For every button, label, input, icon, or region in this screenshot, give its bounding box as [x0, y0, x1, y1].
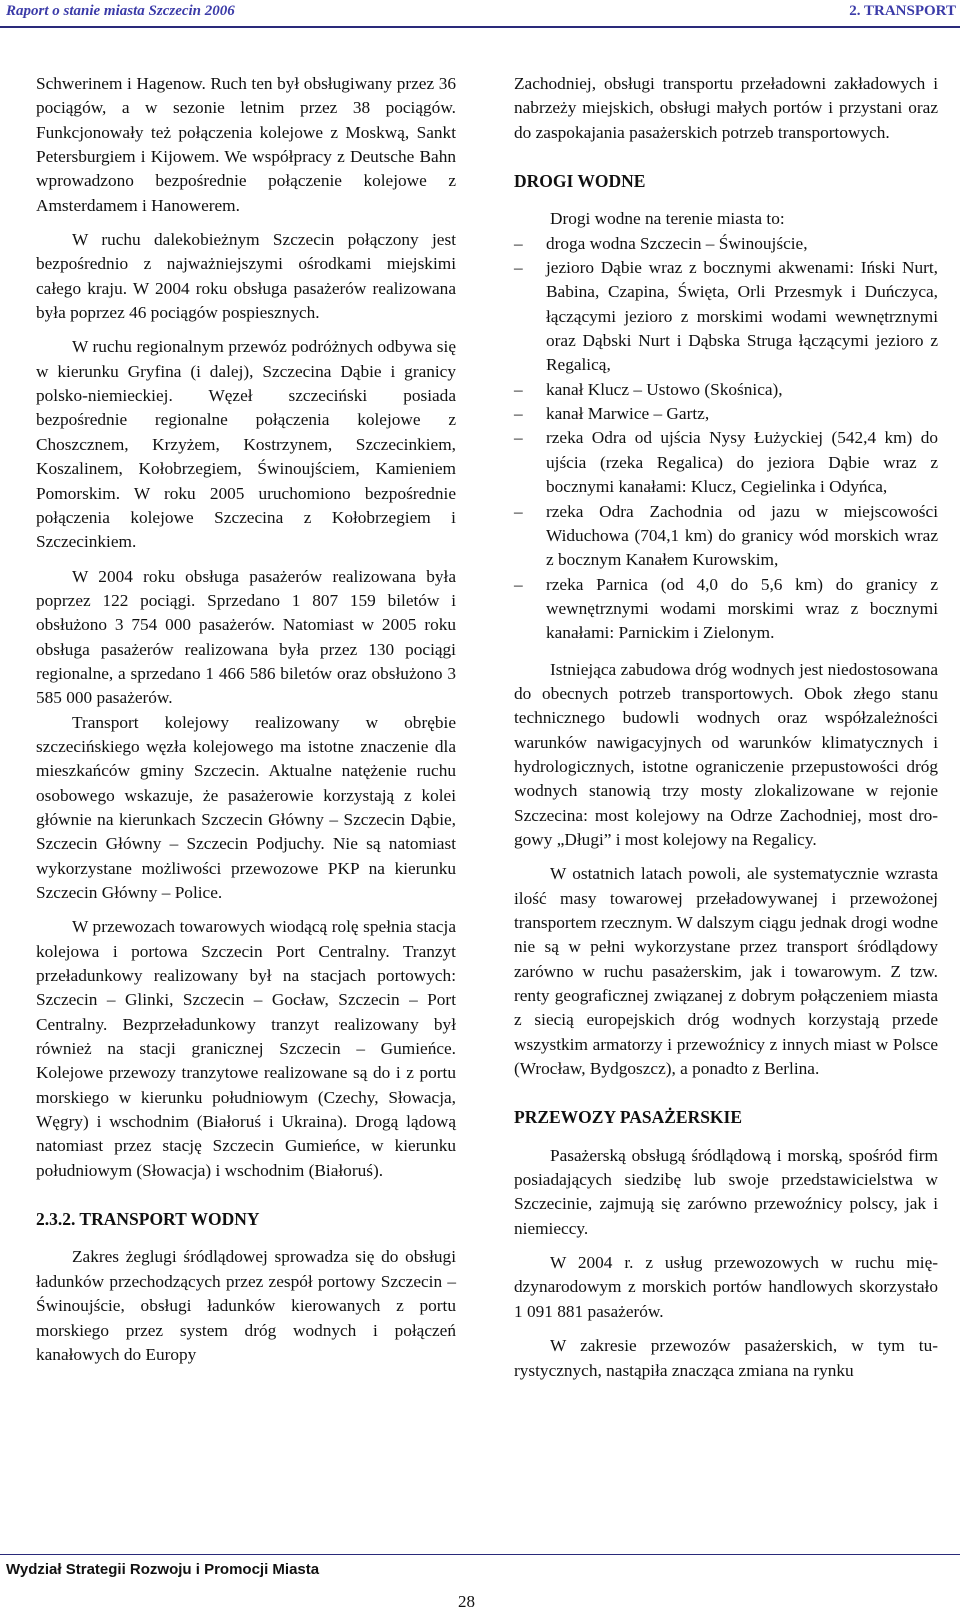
list-item: [514, 402, 938, 426]
page-header: [0, 0, 960, 28]
paragraph: Pasażerską obsługą śródlądową i morską, spośród firm posiadających siedzibę lub swoje przedstawicielstwa w Szczecinie, zajmują się zarówno przewoźnicy polscy, jak i niemieccy.: [514, 1145, 938, 1238]
paragraph: W ruchu regionalnym przewóz podróżnych odbywa się w kierunku Gryfina (i dalej), Szczecina Dąbie i granicy polsko-niemieckiej. Węzeł szczeciński posiada bezpośrednie regionalne połączenia kolejowe z Choszcznem, Krzyżem, Kostrzynem, Szczecinkiem, Koszalinem, Kołobrzegiem, Świnoujściem, Kamieniem Pomorskim. W roku 2005 uruchomiono bezpośrednie połączenia kolejowe Szczecina z Kołobrzegiem i Szczecinkiem.: [36, 337, 456, 552]
right-column: [514, 72, 938, 1393]
list-item-text: rzeka Odra od ujścia Nysy Łużyckiej (542,4 km) do ujścia (rzeka Regalica) do jeziora Dąbie wraz z bocznymi kanałami: Klucz, Cegielinka i Odyńca,: [546, 428, 938, 497]
report-title: Raport o stanie miasta Szczecin 2006: [6, 3, 235, 19]
waterways-list: [514, 232, 938, 646]
dash-bullet: –: [514, 574, 523, 594]
list-item: [514, 232, 938, 256]
paragraph: Transport kolejowy realizowany w obrębie szczecińskiego węzła kolejowego ma istotne znaczenie dla mieszkańców gminy Szczecin. Aktualne natężenie ruchu osobowego wskazuje, że pasażerowie korzystają z kolei głównie na kierunkach Szczecin Główny – Szczecin Dąbie, Szczecin Główny – Szczecin Podjuchy. Nie są natomiast wykorzystane możliwości przewozowe PKP na kierunku Szczecin Główny – Police.: [36, 712, 456, 902]
footer-divider: [0, 1554, 960, 1555]
section-heading: DROGI WODNE: [514, 171, 646, 192]
chapter-title: 2. TRANSPORT: [849, 3, 956, 19]
paragraph: W zakresie przewozów pasażerskich, w tym turystycznych, nastąpiła znacząca zmiana na rynku: [514, 1336, 938, 1380]
dash-bullet: –: [514, 501, 523, 521]
list-item-text: rzeka Odra Zachodnia od jazu w miejscowości Widuchowa (704,1 km) do granicy wód morskich wraz z bocznym Kanałem Kurowskim,: [546, 501, 938, 570]
paragraph: W ostatnich latach powoli, ale systematycznie wzrasta ilość masy towarowej przeładowywanej i przewożonej transportem rzecznym. W dalszym ciągu jednak drogi wodne nie są w pełni wykorzystane przez transport śródlądowy zarówno w ruchu pasażerskim, jak i towarowym. Z tzw. renty geograficznej związanej z dobrym połączeniem miasta z siecią europejskich dróg wodnych korzystają przede wszystkim armatorzy i przewoźnicy z innych miast w Polsce (Wrocław, Bydgoszcz), a ponadto z Berlina.: [514, 864, 938, 1079]
list-item: [514, 378, 938, 402]
list-item-text: kanał Klucz – Ustowo (Skośnica),: [546, 379, 783, 399]
page-number: 28: [458, 1592, 475, 1611]
paragraph: Istniejąca zabudowa dróg wodnych jest niedostosowana do obecnych potrzeb transportowych. Obok złego stanu technicznego budowli wodnych oraz współzależności warunków nawigacyjnych od warunków klimatycznych i hydrologicznych, istotne ograniczenie przepustowości dróg wodnych stanowią trzy mosty zlokalizowane w rejonie Szczecina: most kolejowy na Odrze Zachodniej, most drogowy „Długi” i most kolejowy na Regalicy.: [514, 659, 938, 849]
dash-bullet: –: [514, 379, 523, 399]
list-item: [514, 500, 938, 573]
section-heading: PRZEWOZY PASAŻERSKIE: [514, 1107, 743, 1128]
list-item-text: rzeka Parnica (od 4,0 do 5,6 km) do granicy z wewnętrznymi wodami morskimi wraz z bocznymi kanałami: Parnickim i Zielonym.: [546, 574, 938, 643]
list-item: [514, 573, 938, 646]
paragraph: Zachodniej, obsługi transportu przeładowni zakładowych i nabrzeży miejskich, obsługi małych portów i przystani oraz do zaspokajania pasażerskich potrzeb transportowych.: [514, 74, 938, 142]
footer-department: Wydział Strategii Rozwoju i Promocji Miasta: [6, 1561, 320, 1578]
paragraph: W ruchu dalekobieżnym Szczecin połączony jest bezpośrednio z najważniejszymi ośrodkami miejskimi całego kraju. W 2004 roku obsługa pasażerów realizowana była poprzez 46 pociągów pospiesznych.: [36, 230, 456, 323]
section-heading: 2.3.2. TRANSPORT WODNY: [36, 1209, 260, 1230]
dash-bullet: –: [514, 258, 523, 278]
paragraph: W przewozach towarowych wiodącą rolę spełnia stacja kolejowa i portowa Szczecin Port Centralny. Tranzyt przeładunkowy realizowany był na stacjach portowych: Szczecin – Glinki, Szczecin – Gocław, Szczecin – Port Centralny. Bezprzeładunkowy tranzyt realizowany był również na stacji granicznej Szczecin – Gumieńce. Kolejowe przewozy tranzytowe realizowane są do i z portu morskiego w kierunku południowym (Czechy, Słowacja, Węgry) i wschodnim (Białoruś i Ukraina). Drogą lądową natomiast przez stację Szczecin Gumieńce, w kierunku południowym (Słowacja) i wschodnim (Białoruś).: [36, 917, 456, 1180]
list-item: [514, 426, 938, 499]
list-intro: Drogi wodne na terenie miasta to:: [550, 209, 785, 229]
dash-bullet: –: [514, 428, 523, 448]
left-column: [36, 72, 456, 1377]
paragraph: Schwerinem i Hagenow. Ruch ten był obsługiwany przez 36 pociągów, a w sezonie letnim przez 38 pociągów. Funkcjonowały też połączenia kolejowe z Moskwą, Sankt Petersburgiem i Kijowem. We współpracy z Deutsche Bahn wprowadzono bezpośrednie połączenie kolejowe z Amsterdamem i Hanowerem.: [36, 74, 456, 215]
list-item-text: kanał Marwice – Gartz,: [546, 404, 710, 424]
dash-bullet: –: [514, 233, 523, 253]
paragraph: Zakres żeglugi śródlądowej sprowadza się do obsługi ładunków przechodzących przez zespół portowy Szczecin – Świnoujście, obsługi ładunków kierowanych z portu morskiego przez system dróg wodnych i połączeń kanałowych do Europy: [36, 1247, 456, 1364]
dash-bullet: –: [514, 404, 523, 424]
list-item-text: droga wodna Szczecin – Świnoujście,: [546, 233, 808, 253]
paragraph: W 2004 r. z usług przewozowych w ruchu międzynarodowym z morskich portów handlowych skorzystało 1 091 881 pasażerów.: [514, 1253, 938, 1321]
list-item-text: jezioro Dąbie wraz z bocznymi akwenami: Iński Nurt, Babina, Czapina, Święta, Orli Przesmyk i Duńczyca, łączącymi jezioro z morskimi wodami wewnętrznymi oraz Dąbski Nurt i Dąbska Struga łączącymi jezioro z Regalicą,: [546, 258, 938, 375]
list-item: [514, 256, 938, 378]
paragraph: W 2004 roku obsługa pasażerów realizowana była poprzez 122 pociągi. Sprzedano 1 807 159 biletów i obsłużono 3 754 000 pasażerów. Natomiast w 2005 roku obsługa pasażerów realizowana była przez 130 pociągi regionalne, a sprzedano 1 466 586 biletów oraz obsłużono 3 585 000 pasażerów.: [36, 566, 456, 708]
